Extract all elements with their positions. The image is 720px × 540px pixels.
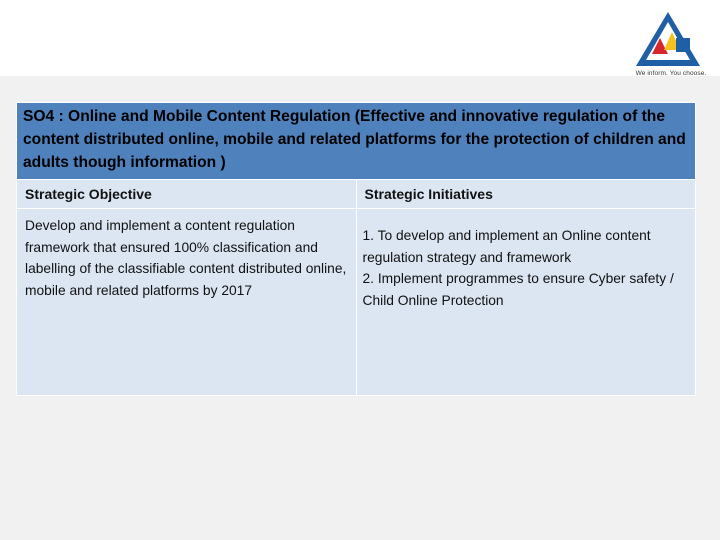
title-row bbox=[17, 103, 696, 180]
logo-tagline: We inform. You choose. bbox=[635, 70, 707, 77]
header-strategic-initiatives: Strategic Initiatives bbox=[356, 180, 696, 209]
initiative-item-2: 2. Implement programmes to ensure Cyber safety / Child Online Protection bbox=[362, 271, 674, 308]
content-row bbox=[17, 209, 696, 396]
header-strategic-objective: Strategic Objective bbox=[17, 180, 357, 209]
table-title: SO4 : Online and Mobile Content Regulation (Effective and innovative regulation of the content distributed online, mobile and related platforms for the protection of children and adults though information ) bbox=[17, 103, 696, 180]
objective-text: Develop and implement a content regulation framework that ensured 100% classification and labelling of the classifiable content distributed online, mobile and related platforms by 2017 bbox=[17, 209, 357, 396]
initiatives-cell bbox=[356, 209, 696, 396]
initiative-item-1: 1. To develop and implement an Online content regulation strategy and framework bbox=[362, 228, 651, 265]
strategy-table bbox=[16, 102, 696, 396]
header-row bbox=[17, 180, 696, 209]
logo-triangle-icon bbox=[630, 10, 714, 72]
